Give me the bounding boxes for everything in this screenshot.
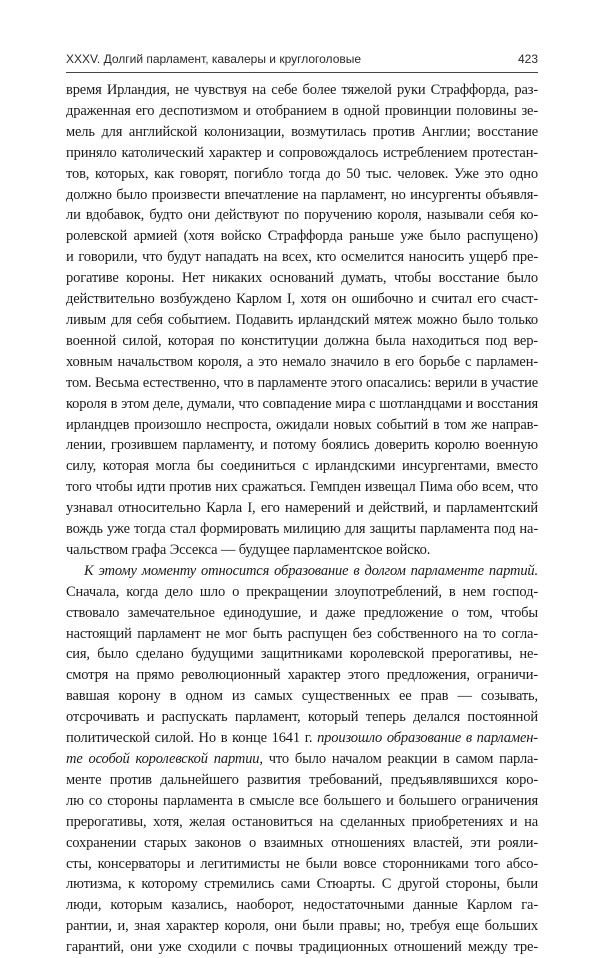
text-line: лю со стороны парламента в смысле все большего и большего ограничения: [66, 792, 538, 809]
italic-lead: К этому моменту относится образование в долгом парламенте партий.: [84, 562, 538, 579]
body-text: [66, 80, 538, 958]
running-title: XXXV. Долгий парламент, кавалеры и круглоголовые: [66, 52, 362, 66]
text-line: сты, консерваторы и легитимисты не были вовсе сторонниками того абсо-: [66, 855, 538, 872]
header-rule: [66, 72, 538, 73]
text-line: силу, которая могла бы соединиться с ирландскими инсургентами, вместо: [66, 458, 538, 475]
text-line: [66, 728, 538, 749]
italic-run: произошло образование в парламен-: [317, 730, 538, 747]
text-line: ирландцев произошло неспроста, ожидали новых событий в том же направ-: [66, 416, 538, 433]
text-line: военной силой, которая по конституции должна была находиться под вер-: [66, 332, 538, 349]
text-line: том. Весьма естественно, что в парламенте этого опасались: верили в участие: [66, 374, 538, 391]
text-line: вождь уже тогда стал формировать милицию для защиты парламента под на-: [66, 521, 538, 538]
text-line: сохранении старых законов о взаимных отношениях властей, эти рояли-: [66, 834, 538, 851]
text-line: чальством графа Эссекса — будущее парламентское войско.: [66, 541, 431, 558]
text-line: отсрочивать и распускать парламент, который теперь делался постоянной: [66, 709, 538, 726]
text-line: вавшая корону в одном из самых существенных ее прав — созывать,: [66, 688, 538, 705]
text-line: ливым для себя событием. Подавить ирландский мятеж можно было только: [66, 311, 538, 328]
text-line: тов, которых, как говорят, погибло тогда до 50 тыс. человек. Уже это одно: [66, 165, 538, 182]
text-line: действительно возбуждено Карлом I, хотя он ошибочно и считал его счаст-: [66, 291, 538, 308]
text-line: [66, 561, 538, 582]
text-line: должно было произвести впечатление на парламент, но инсургенты объявля-: [66, 186, 538, 203]
text-line: сия, было сделано будущими защитниками королевской прерогативы, не-: [66, 646, 538, 663]
text-line: того чтобы идти против них сражаться. Гемпден извещал Пима обо всем, что: [66, 479, 538, 496]
text-line: драженная его деспотизмом и отобранием в одной провинции половины зе-: [66, 102, 538, 119]
text-line: смотря на прямо революционный характер этого предложения, ограничи-: [66, 667, 538, 684]
text-run: политической силой. Но в конце 1641 г.: [66, 730, 318, 747]
text-line: короля в этом деле, думали, что совпадение мира с шотландцами и восстания: [66, 395, 538, 412]
text-line: гарантий, они уже сходили с почвы традиционных отношений между тре-: [66, 939, 538, 956]
italic-run: те особой королевской партии,: [66, 751, 263, 767]
text-line: узнавал относительно Карла I, его намерений и действий, и парламентский: [66, 500, 538, 517]
running-header: [66, 52, 538, 66]
text-line: люди, которым казались, наоборот, недостаточными данные Карлом га-: [66, 897, 538, 914]
text-line: лютизма, к которому стремились сами Стюарты. С другой стороны, были: [66, 876, 538, 893]
paragraph-1: [66, 80, 538, 561]
text-line: мель для английской колонизации, возмутилась против Англии; восстание: [66, 123, 538, 140]
text-line: Сначала, когда дело шло о прекращении злоупотреблений, в нем господ-: [66, 583, 538, 600]
text-line: ствовало замечательное единодушие, и даже предложение о том, чтобы: [66, 604, 538, 621]
text-line: ли вдобавок, будто они действуют по поручению короля, называли себя ко-: [66, 207, 538, 224]
paragraph-2: [66, 561, 538, 958]
text-line: ролевской армией (хотя войско Страффорда раньше уже было распущено): [66, 228, 538, 245]
text-line: рогативе короны. Нет никаких оснований думать, чтобы восстание было: [66, 270, 538, 287]
text-line: менте против дальнейшего развития требований, предъявлявшихся коро-: [66, 771, 538, 788]
text-line: прерогативы, хотя, желая остановиться на сделанных приобретениях и на: [66, 813, 538, 830]
text-line: рантии, и, зная характер короля, они были правы; но, требуя еще больших: [66, 918, 538, 935]
text-line: лении, грозившем парламенту, и потому боялись доверить королю военную: [66, 437, 538, 454]
text-line: [66, 749, 538, 770]
text-line: приняло католический характер и сопровождалось истреблением протестан-: [66, 144, 538, 161]
page-number: 423: [517, 52, 538, 66]
text-line: и говорили, что будут нападать на всех, кто осмелится наносить ущерб пре-: [66, 249, 538, 266]
text-run: что было началом реакции в самом парла-: [262, 751, 538, 767]
text-line: время Ирландия, не чувствуя на себе более тяжелой руки Страффорда, раз-: [66, 82, 538, 98]
text-line: ховным начальством короля, а это немало значило в его борьбе с парламен-: [66, 353, 538, 370]
text-line: настоящий парламент не мог быть распущен без собственного на то согла-: [66, 625, 538, 642]
